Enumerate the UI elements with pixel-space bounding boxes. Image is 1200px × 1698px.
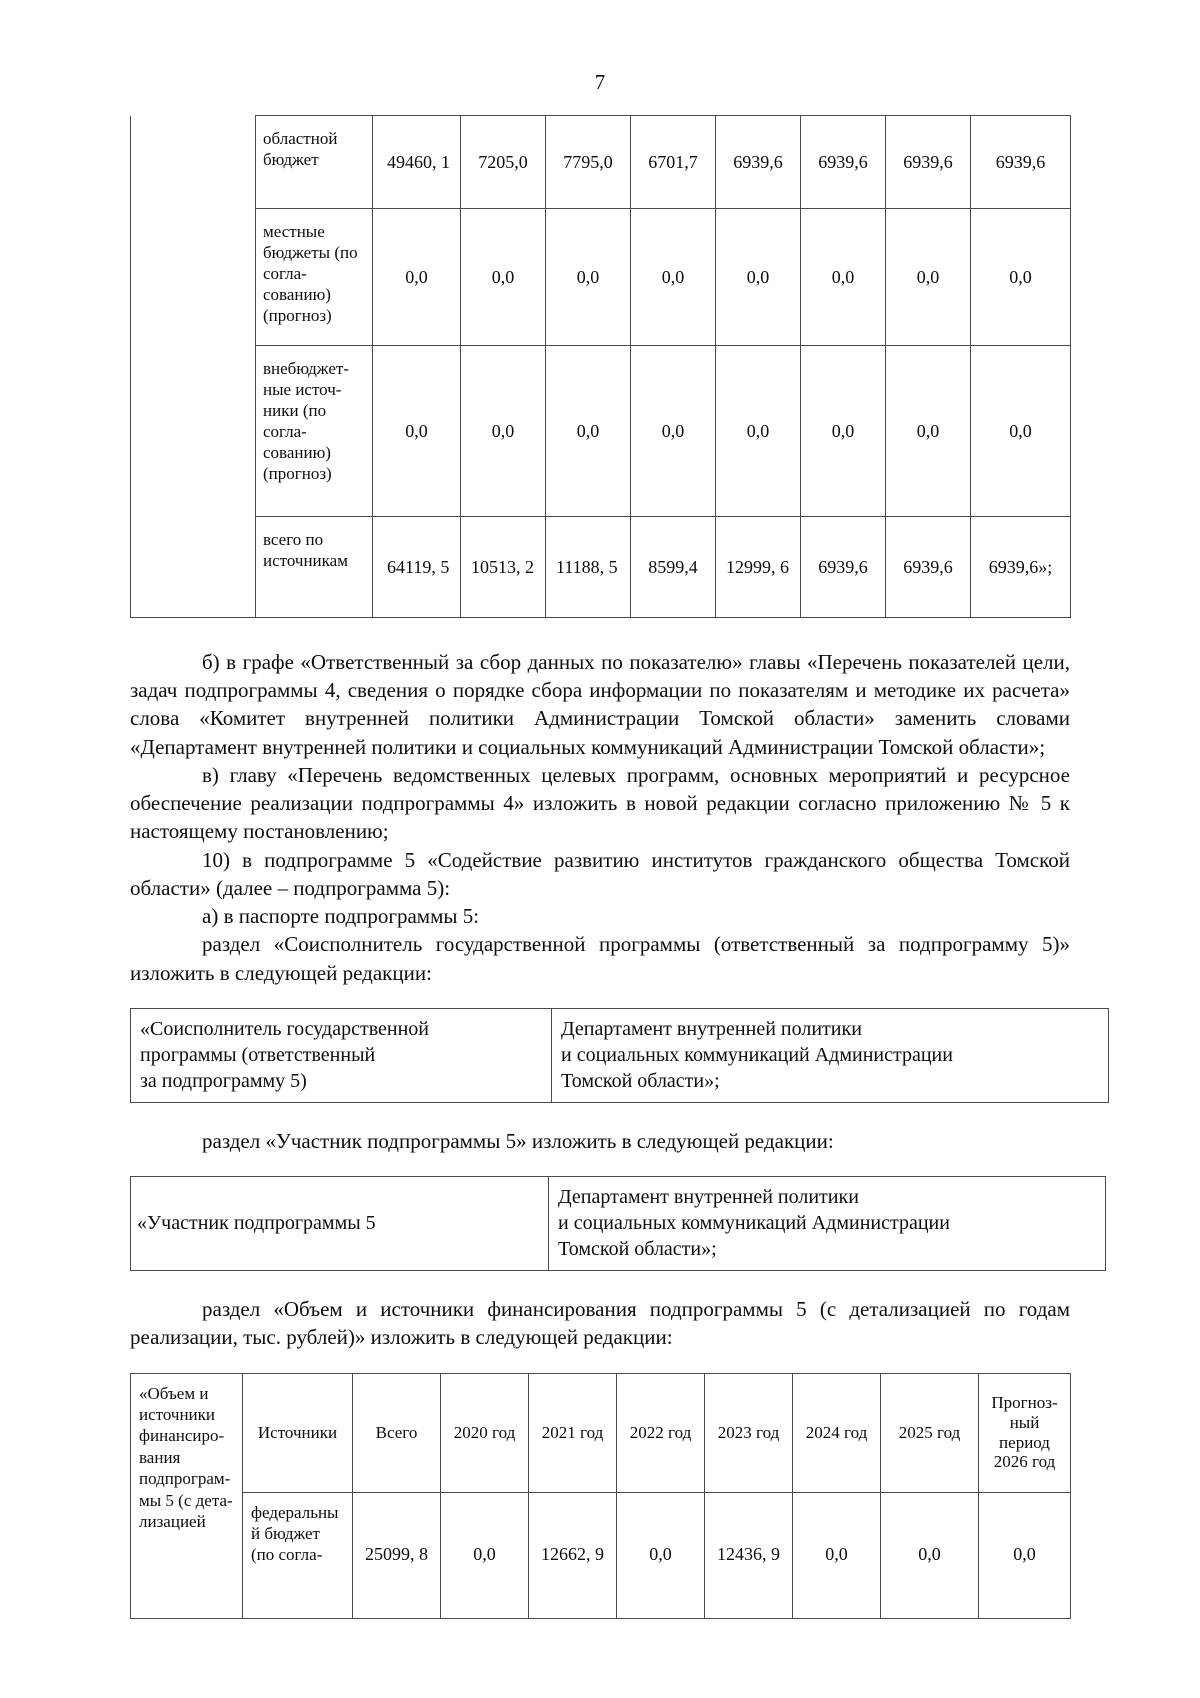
value-cell: 0,0 [801, 346, 886, 517]
value-cell [705, 1492, 793, 1618]
spacer [130, 1103, 1070, 1127]
year-line: год [580, 1422, 604, 1442]
soispolnitel-label-cell [131, 1008, 552, 1102]
value-line: 9 [771, 1544, 780, 1565]
value-cell: 0,0 [971, 346, 1071, 517]
header-forecast-2026 [979, 1373, 1071, 1492]
table-row [131, 1008, 1109, 1102]
table-row [131, 1492, 1071, 1618]
source-label-cell [256, 209, 373, 346]
value-line: 12436, [717, 1544, 767, 1565]
source-label-cell [256, 116, 373, 209]
table-row [131, 116, 1071, 209]
value-cell: 6939,6 [886, 116, 971, 209]
header-year-2025: 2025 год [881, 1373, 979, 1492]
value-cell: 6939,6 [801, 116, 886, 209]
volume-financing-table [130, 1373, 1071, 1619]
value-cell: 7205,0 [461, 116, 546, 209]
source-line: (по согла- [251, 1545, 323, 1565]
year-line: 2024 [805, 1422, 840, 1442]
year-line: год [492, 1422, 516, 1442]
header-line: и источники [139, 1383, 216, 1424]
row-spine-cell [131, 209, 256, 346]
source-line: ные источ- [263, 380, 342, 400]
year-line: 2022 [629, 1422, 664, 1442]
header-line: подпрограм- [139, 1469, 231, 1489]
value-cell: 6939,6»; [971, 517, 1071, 618]
header-line: «Объем [139, 1383, 196, 1403]
source-line: (по согла- [263, 243, 358, 284]
table-row [131, 1177, 1106, 1271]
value-cell [353, 1492, 441, 1618]
paragraph-v: в) главу «Перечень ведомственных целевых программ, основных мероприятий и ресурсное обеспечение реализации подпрограммы 4» изложить в новой редакции согласно приложению № 5 к настоящему постановлению; [130, 762, 1070, 844]
spacer [130, 1271, 1070, 1295]
value-line: 8 [419, 1544, 428, 1565]
source-line: бюджеты [263, 243, 331, 263]
source-line: бюджет [263, 150, 319, 170]
value-cell: 6701,7 [631, 116, 716, 209]
value-line: 12999, [726, 556, 776, 577]
year-line: год [668, 1422, 692, 1442]
value-cell: 0,0 [886, 346, 971, 517]
header-year-2022 [617, 1373, 705, 1492]
year-line: год [844, 1422, 868, 1442]
value-cell [716, 517, 801, 618]
source-line: бюджет [264, 1523, 320, 1543]
value-line: 1 [441, 151, 450, 172]
source-label-cell [256, 517, 373, 618]
paragraph-razdel-soispolnitel: раздел «Соисполнитель государственной программы (ответственный за подпрограмму 5)» изложить в следующей редакции: [130, 932, 1070, 985]
header-year-2023 [705, 1373, 793, 1492]
value-cell: 0,0 [373, 346, 461, 517]
value-line: и социальных коммуникаций Администрации [558, 1212, 950, 1235]
soispolnitel-table [130, 1008, 1109, 1103]
budget-continuation-table [130, 115, 1071, 618]
table-row [131, 517, 1071, 618]
value-cell: 0,0 [793, 1492, 881, 1618]
value-line: 49460, [387, 151, 437, 172]
source-line: источникам [263, 551, 348, 571]
value-line: 6 [780, 556, 789, 577]
value-cell [529, 1492, 617, 1618]
label-line: «Соисполнитель государственной [140, 1017, 430, 1040]
forecast-line: Прогноз- [991, 1392, 1058, 1412]
table-row [131, 346, 1071, 517]
source-label-cell [243, 1492, 353, 1618]
value-cell: 6939,6 [971, 116, 1071, 209]
year-line: год [756, 1422, 780, 1442]
row-spine-cell [131, 517, 256, 618]
forecast-line: 2026 год [993, 1452, 1056, 1472]
page-number: 7 [594, 70, 606, 94]
value-cell [546, 517, 631, 618]
value-cell: 7795,0 [546, 116, 631, 209]
value-cell: 0,0 [546, 346, 631, 517]
paragraph-razdel-uchastnik: раздел «Участник подпрограммы 5» изложить в следующей редакции: [202, 1128, 834, 1153]
label-line: программы (ответственный [140, 1043, 376, 1066]
source-line: сованию) [263, 443, 331, 463]
header-line: вания [139, 1447, 181, 1467]
header-year-2020 [441, 1373, 529, 1492]
value-cell [461, 517, 546, 618]
paragraph-razdel-volume: раздел «Объем и источники финансирования подпрограммы 5 (с детализацией по годам реализации, тыс. рублей)» изложить в следующей редакции: [130, 1297, 1070, 1350]
value-line: Томской области»; [561, 1069, 720, 1092]
source-line: сованию) [263, 285, 331, 305]
source-line: местные [263, 222, 325, 241]
volume-header-cell [131, 1373, 243, 1618]
soispolnitel-value-cell [552, 1008, 1109, 1102]
value-cell: 0,0 [801, 209, 886, 346]
value-cell: 0,0 [631, 209, 716, 346]
header-istochniki: Источники [243, 1373, 353, 1492]
value-line: 5 [608, 556, 618, 577]
header-line: мы 5 (с дета- [139, 1490, 233, 1510]
header-vsego: Всего [353, 1373, 441, 1492]
value-line: 64119, [387, 556, 436, 577]
value-cell: 0,0 [373, 209, 461, 346]
value-line: 12662, [541, 1544, 591, 1565]
value-line: и социальных коммуникаций Администрации [561, 1043, 953, 1066]
value-line: 9 [595, 1544, 604, 1565]
value-line: Департамент внутренней политики [558, 1186, 859, 1209]
source-line: всего [263, 530, 302, 549]
year-line: 2023 [717, 1422, 752, 1442]
paragraph-10: 10) в подпрограмме 5 «Содействие развитию институтов гражданского общества Томской области» (далее – подпрограмма 5): [130, 847, 1070, 900]
header-year-2021 [529, 1373, 617, 1492]
value-cell: 0,0 [971, 209, 1071, 346]
value-cell: 6939,6 [716, 116, 801, 209]
source-line: (прогноз) [263, 306, 332, 326]
value-line: Департамент внутренней политики [561, 1017, 862, 1040]
value-cell [373, 517, 461, 618]
value-cell: 0,0 [631, 346, 716, 517]
row-spine-cell [131, 346, 256, 517]
value-line: 11188, [556, 556, 605, 577]
value-cell: 0,0 [461, 209, 546, 346]
header-line: финансиро- [139, 1426, 225, 1446]
value-cell: 0,0 [886, 209, 971, 346]
source-line: областной [263, 129, 338, 148]
uchastnik-label-cell [131, 1177, 549, 1271]
source-line: (по согла- [263, 401, 327, 442]
row-spine-cell [131, 116, 256, 209]
value-cell: 0,0 [716, 209, 801, 346]
value-cell: 6939,6 [886, 517, 971, 618]
value-line: 25099, [365, 1544, 415, 1565]
year-line: 2020 [453, 1422, 488, 1442]
source-line: внебюджет- [263, 359, 349, 378]
value-cell: 0,0 [461, 346, 546, 517]
uchastnik-value-cell [549, 1177, 1106, 1271]
header-year-2024 [793, 1373, 881, 1492]
source-line: по [305, 530, 324, 549]
value-line: Томской области»; [558, 1238, 717, 1261]
page-content [130, 115, 1070, 1619]
year-line: 2021 [541, 1422, 576, 1442]
value-cell: 0,0 [441, 1492, 529, 1618]
value-cell: 0,0 [716, 346, 801, 517]
paragraph-a: а) в паспорте подпрограммы 5: [202, 904, 480, 929]
source-line: федеральный [251, 1502, 339, 1543]
paragraph-b: б) в графе «Ответственный за сбор данных по показателю» главы «Перечень показателей цели, задач подпрограммы 4, сведения о порядке сбора информации по показателям и методике их расчета» слова «Комитет внутренней политики Администрации Томской области» заменить словами «Департамент внутренней политики и социальных коммуникаций Администрации Томской области»; [130, 650, 1070, 759]
value-cell: 8599,4 [631, 517, 716, 618]
value-line: 5 [440, 556, 450, 577]
value-cell: 0,0 [546, 209, 631, 346]
value-line: 2 [525, 556, 534, 577]
forecast-line: период [999, 1432, 1050, 1452]
value-cell: 0,0 [881, 1492, 979, 1618]
value-cell: 6939,6 [801, 517, 886, 618]
value-cell: 0,0 [979, 1492, 1071, 1618]
label-line: «Участник подпрограммы 5 [137, 1212, 376, 1235]
table-header-row [131, 1373, 1071, 1492]
uchastnik-table [130, 1176, 1106, 1271]
source-line: ники [263, 401, 299, 421]
forecast-line: ный [1009, 1412, 1040, 1432]
label-line: за подпрограмму 5) [140, 1069, 307, 1092]
value-cell: 0,0 [617, 1492, 705, 1618]
value-cell [373, 116, 461, 209]
header-line: лизацией [139, 1511, 206, 1531]
value-line: 10513, [471, 556, 521, 577]
table-row [131, 209, 1071, 346]
source-label-cell [256, 346, 373, 517]
source-line: (прогноз) [263, 464, 332, 484]
